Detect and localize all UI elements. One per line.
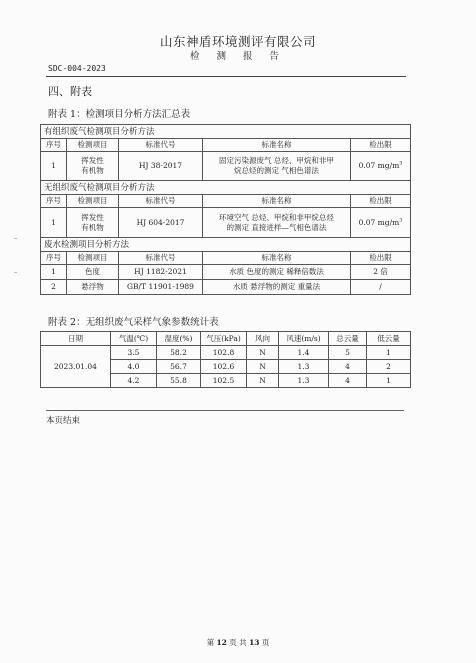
cell-code: HJ 604-2017 [119,208,203,238]
cell-limit: / [351,280,411,295]
page-prefix: 第 [206,638,215,647]
cell-temp: 4.2 [111,374,157,388]
limit-value: 0.07 mg/m [358,161,400,170]
group-title: 有组织废气检测项目分析方法 [41,125,411,139]
cell-name: 水质 悬浮物的测定 重量法 [203,280,351,295]
column-header: 标准名称 [203,252,351,265]
page-middle: 页 共 [229,638,247,647]
cell-name-line: 烷总烃的测定 气相色谱法 [234,166,319,175]
cell-item [67,208,119,238]
cell-total-cloud: 4 [329,374,367,388]
cell-limit [351,208,411,238]
column-header: 气温(℃) [111,332,157,346]
column-header: 低云量 [367,332,411,346]
group-title: 无组织废气检测项目分析方法 [41,181,411,195]
column-header: 标准名称 [203,139,351,152]
cell-name-line: 的测定 直接进样—气相色谱法 [226,222,327,232]
column-header: 检测项目 [67,195,119,208]
column-header: 风向 [247,332,279,346]
end-rule [46,410,404,411]
methods-table [40,124,411,295]
cell-pressure: 102.6 [201,360,247,374]
column-header: 检测项目 [67,252,119,265]
table-header-row [41,252,411,265]
column-header: 风速(m/s) [279,332,329,346]
cell-item-line: 挥发性 [81,156,104,165]
cell-name: 水质 色度的测定 稀释倍数法 [203,265,351,280]
margin-mark [14,272,17,273]
table-row [41,346,411,360]
cell-item-line: 有机物 [81,166,104,175]
page-number [0,637,476,648]
cell-item: 色度 [67,265,119,280]
column-header: 标准名称 [203,195,351,208]
cell-no: 1 [41,208,67,238]
cell-wind-dir: N [247,346,279,360]
cell-total-cloud: 4 [329,360,367,374]
column-header: 日期 [41,332,111,346]
cell-item-line: 有机物 [81,222,104,232]
report-subtitle: 检 测 报 告 [189,51,287,62]
cell-no: 1 [41,265,67,280]
cell-limit: 2 倍 [351,265,411,280]
limit-superscript: 3 [399,217,403,223]
cell-wind-speed: 1.3 [279,374,329,388]
cell-temp: 3.5 [111,346,157,360]
page-suffix: 页 [261,638,270,647]
cell-humidity: 58.2 [157,346,201,360]
column-header: 标准代号 [119,252,203,265]
table-header-row [41,332,411,346]
current-page: 12 [216,638,227,647]
document-number: SDC-004-2023 [48,64,106,73]
column-header: 检出限 [351,139,411,152]
cell-date: 2023.01.04 [41,346,111,388]
column-header: 标准代号 [119,139,203,152]
cell-no: 2 [41,280,67,295]
table-header-row [41,195,411,208]
cell-name-line: 固定污染源废气 总烃、甲烷和非甲 [219,156,334,165]
table2-caption: 附表 2：无组织废气采样气象参数统计表 [48,317,219,328]
cell-pressure: 102.5 [201,374,247,388]
cell-wind-speed: 1.3 [279,360,329,374]
column-header: 标准代号 [119,195,203,208]
cell-name [203,208,351,238]
cell-name [203,152,351,181]
end-of-page-note: 本页结束 [46,416,81,426]
cell-humidity: 56.7 [157,360,201,374]
cell-name-line: 环境空气 总烃、甲烷和非甲烷总烃 [219,212,334,222]
total-pages: 13 [249,638,260,647]
group-title: 废水检测项目分析方法 [41,238,411,252]
column-header: 检测项目 [67,139,119,152]
cell-item-line: 挥发性 [81,212,104,222]
cell-code: GB/T 11901-1989 [119,280,203,295]
cell-low-cloud: 1 [367,374,411,388]
cell-pressure: 102.8 [201,346,247,360]
cell-item [67,152,119,181]
column-header: 检出限 [351,252,411,265]
column-header: 检出限 [351,195,411,208]
cell-low-cloud: 1 [367,346,411,360]
cell-humidity: 55.8 [157,374,201,388]
table-row [41,265,411,280]
weather-table [40,331,411,388]
cell-code: HJ 38-2017 [119,152,203,181]
table-row [41,280,411,295]
cell-item: 悬浮物 [67,280,119,295]
column-header: 总云量 [329,332,367,346]
cell-wind-dir: N [247,360,279,374]
limit-value: 0.07 mg/m [358,217,400,227]
cell-code: HJ 1182-2021 [119,265,203,280]
table-row [41,208,411,238]
margin-mark [14,238,17,239]
column-header: 湿度(%) [157,332,201,346]
cell-low-cloud: 2 [367,360,411,374]
table-header-row [41,139,411,152]
table-row [41,152,411,181]
company-name: 山东神盾环境测评有限公司 [159,34,316,49]
cell-total-cloud: 5 [329,346,367,360]
column-header: 序号 [41,195,67,208]
section-title: 四、附表 [48,85,92,98]
column-header: 气压(kPa) [201,332,247,346]
cell-wind-speed: 1.4 [279,346,329,360]
table1-caption: 附表 1：检测项目分析方法汇总表 [48,109,191,120]
column-header: 序号 [41,139,67,152]
header-rule [46,76,406,77]
column-header: 序号 [41,252,67,265]
cell-wind-dir: N [247,374,279,388]
cell-no: 1 [41,152,67,181]
cell-temp: 4.0 [111,360,157,374]
cell-limit [351,152,411,181]
limit-superscript: 3 [399,160,403,167]
